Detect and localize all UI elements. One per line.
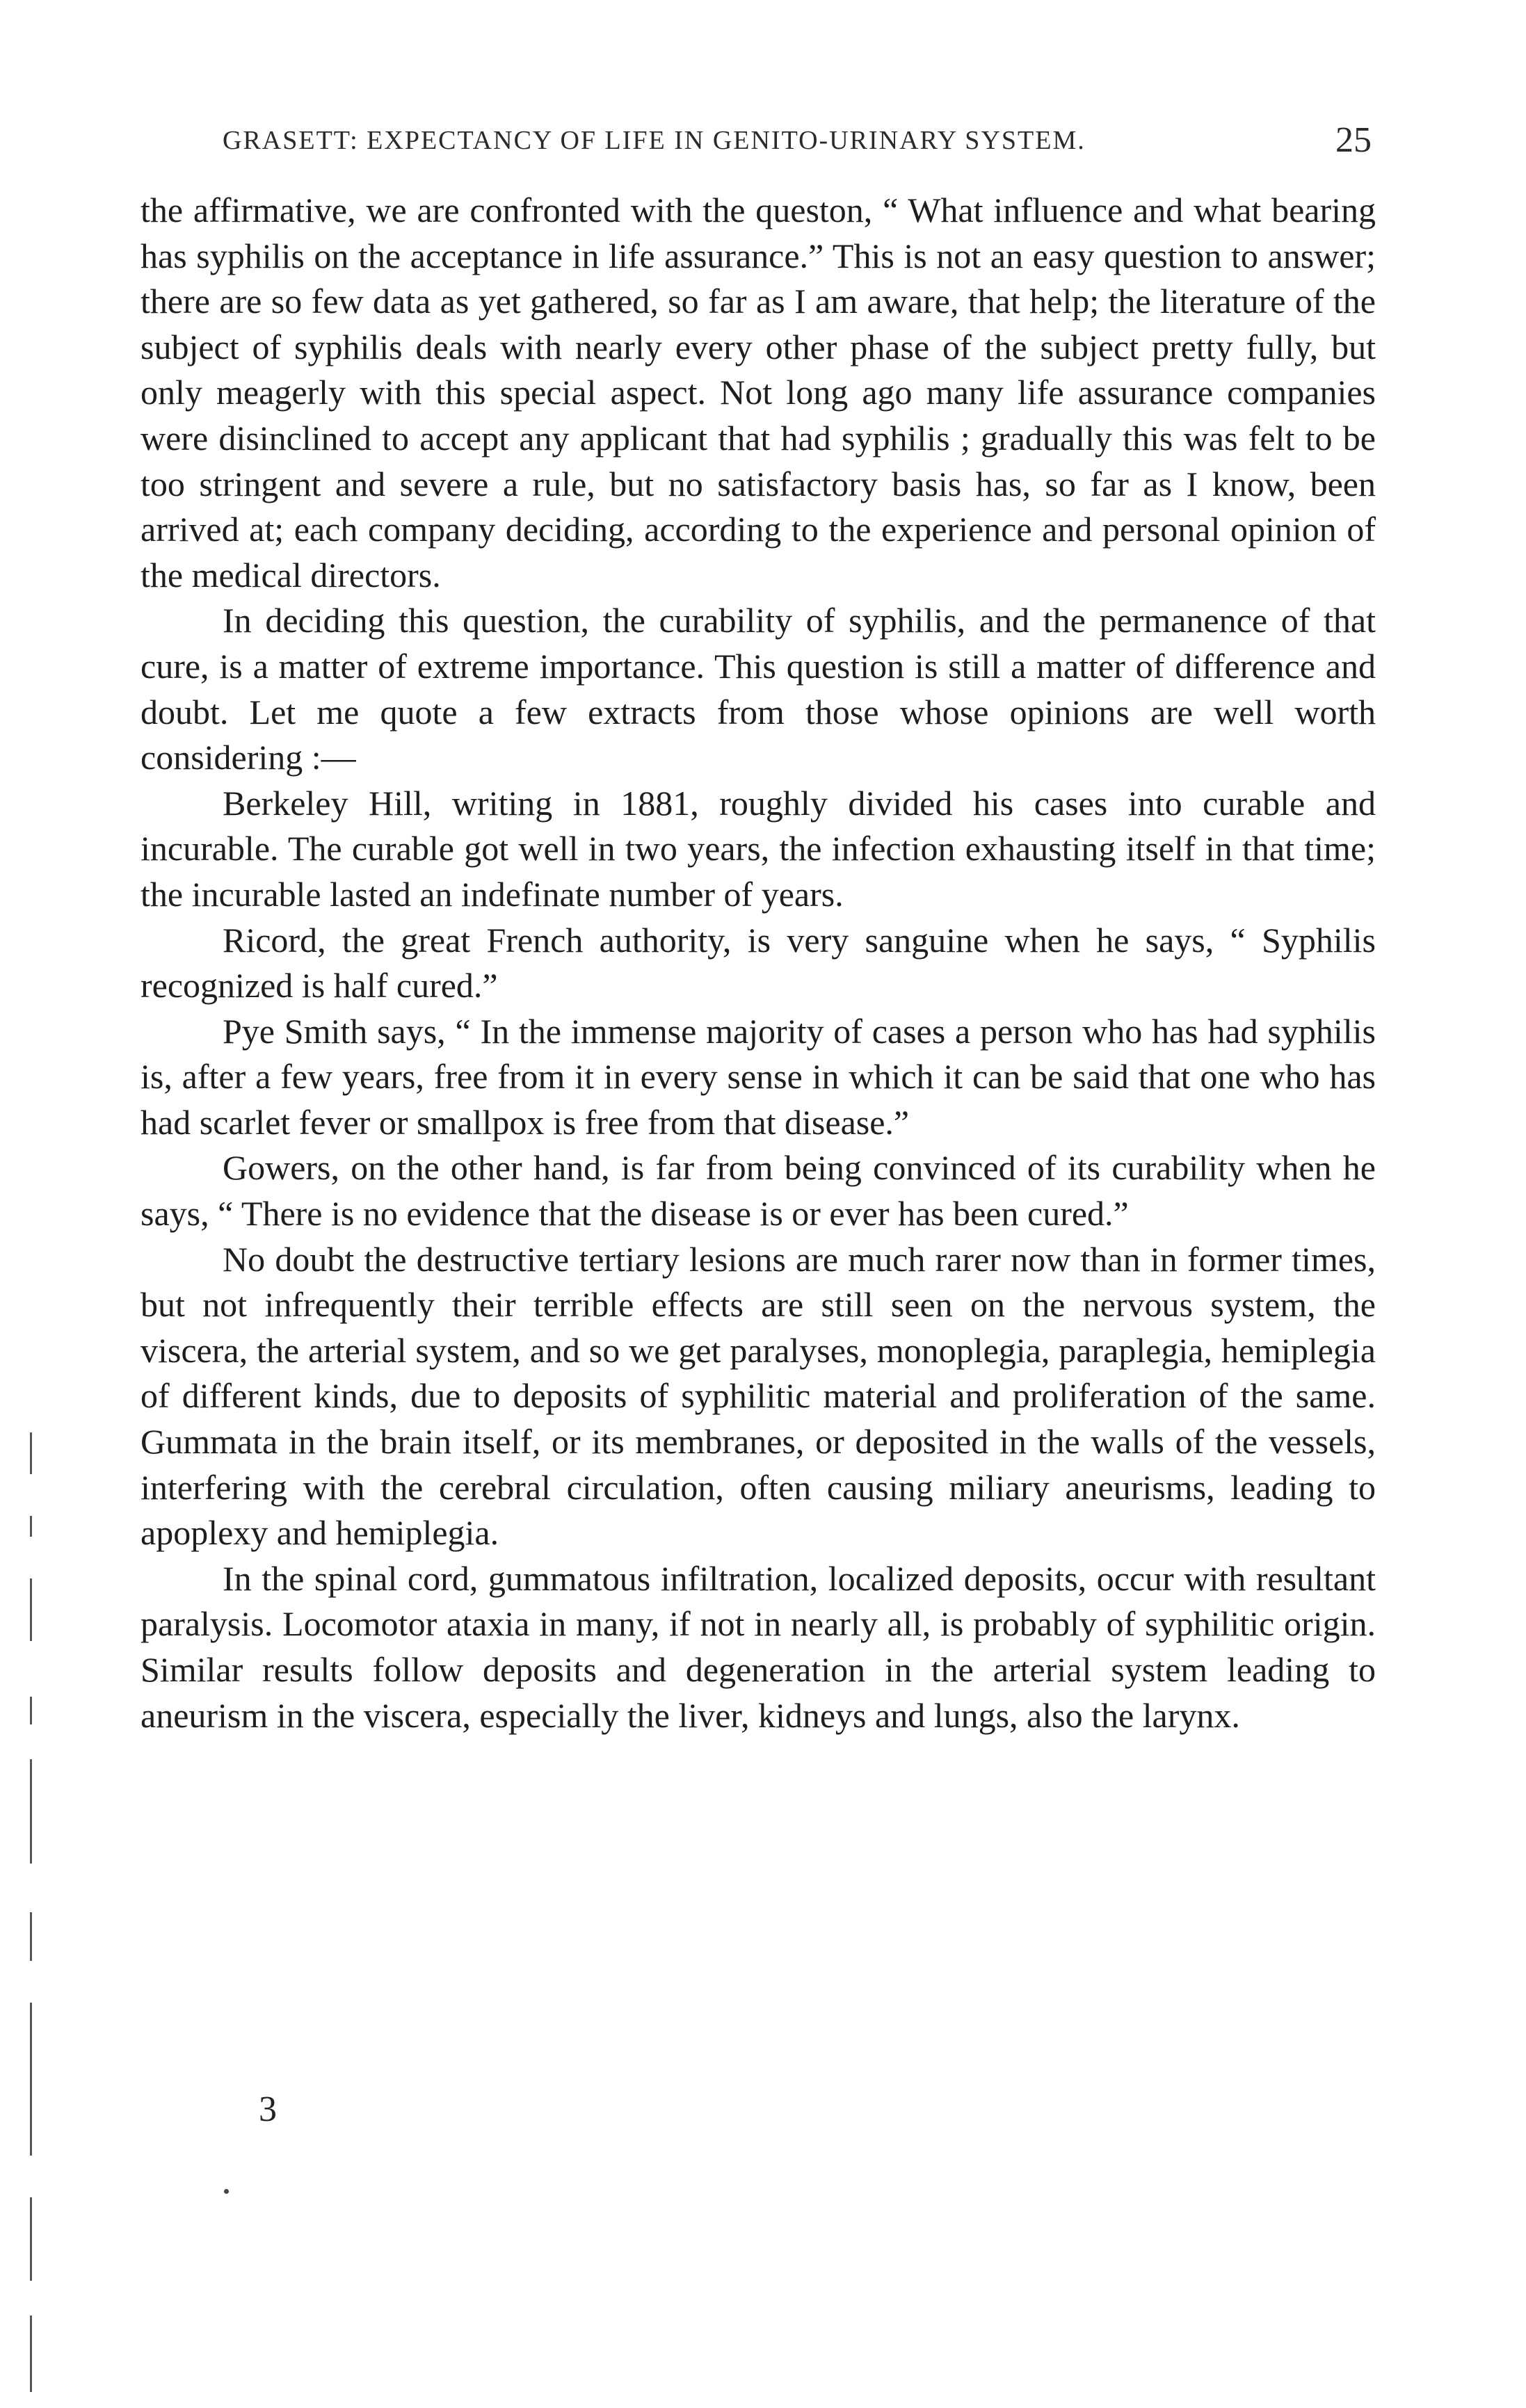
binding-edge-shadow	[26, 1432, 36, 2399]
signature-mark: 3	[259, 2090, 277, 2129]
paragraph-gowers: Gowers, on the other hand, is far from being convinced of its curability when he says, “ There is no evidence that the disease is or ever has been cured.”	[140, 1148, 1376, 1234]
page-number: 25	[1335, 120, 1372, 160]
paragraph-berkeley-hill: Berkeley Hill, writing in 1881, roughly divided his cases into curable and incurable. The curable got well in two years, the infection exhausting itself in that time; the incurable lasted an indefinate number of years.	[140, 783, 1376, 914]
paragraph-ricord: Ricord, the great French authority, is very sanguine when he says, “ Syphilis recognized is half cured.”	[140, 920, 1376, 1005]
paragraph-continuation: the affirmative, we are confronted with the queston, “ What influence and what bearing has syphilis on the acceptance in life assurance.” This is not an easy question to answer; there are so few data as yet gathered, so far as I am aware, that help; the literature of the subject of syphilis deals with nearly every other phase of the subject pretty fully, but only meagerly with this special aspect. Not long ago many life assurance companies were disinclined to accept any applicant that had syphilis ; gradually this was felt to be too stringent and severe a rule, but no satisfactory basis has, so far as I know, been arrived at; each company deciding, according to the experience and personal opinion of the medical directors.	[140, 191, 1376, 595]
paragraph-spinal-cord: In the spinal cord, gummatous infiltration, localized deposits, occur with resultant paralysis. Locomotor ataxia in many, if not in nearly all, is probably of syphilitic origin. Similar results follow deposits and degeneration in the arterial system leading to aneurism in the viscera, especially the liver, kidneys and lungs, also the larynx.	[140, 1558, 1376, 1735]
running-head-title: GRASETT: EXPECTANCY OF LIFE IN GENITO-URINARY SYSTEM.	[223, 126, 1086, 155]
body-text	[140, 188, 1376, 1738]
paragraph-curability: In deciding this question, the curability of syphilis, and the permanence of that cure, is a matter of extreme importance. This question is still a matter of difference and doubt. Let me quote a few extracts from those whose opinions are well worth considering :—	[140, 601, 1376, 777]
paragraph-tertiary-lesions: No doubt the destructive tertiary lesions are much rarer now than in former times, but not infrequently their terrible effects are still seen on the nervous system, the viscera, the arterial system, and so we get paralyses, monoplegia, paraplegia, hemiplegia of different kinds, due to deposits of syphilitic material and proliferation of the same. Gummata in the brain itself, or its membranes, or deposited in the walls of the vessels, interfering with the cerebral circulation, often causing miliary aneurisms, leading to apoplexy and hemiplegia.	[140, 1239, 1376, 1553]
paragraph-pye-smith: Pye Smith says, “ In the immense majority of cases a person who has had syphilis is, after a few years, free from it in every sense in which it can be said that one who has had scarlet fever or smallpox is free from that disease.”	[140, 1011, 1376, 1142]
running-head	[203, 120, 1372, 161]
ink-speck	[224, 2189, 229, 2194]
